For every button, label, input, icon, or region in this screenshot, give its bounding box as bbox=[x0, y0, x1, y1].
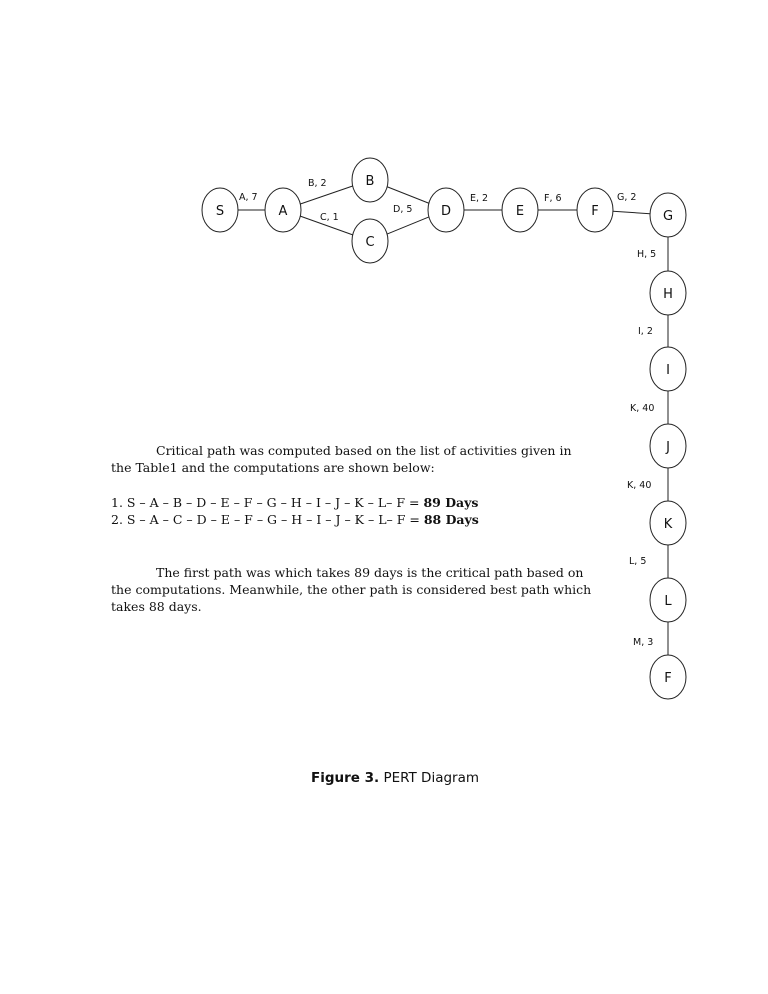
node-c bbox=[352, 219, 388, 263]
edge-f1-g bbox=[613, 211, 650, 214]
node-b-label: B bbox=[365, 174, 375, 189]
node-f2 bbox=[650, 655, 686, 699]
edge-b-d bbox=[387, 187, 429, 203]
path-1 bbox=[111, 494, 478, 511]
node-l bbox=[650, 578, 686, 622]
node-e bbox=[502, 188, 538, 232]
path-2-sequence: 2. S – A – C – D – E – F – G – H – I – J – K – L– F = bbox=[111, 512, 424, 527]
edge-label-a-b: B, 2 bbox=[308, 178, 327, 189]
edge-label-e-f1: F, 6 bbox=[544, 193, 562, 204]
edge-label-i-j: K, 40 bbox=[630, 403, 655, 414]
paragraph-critical-path-conclusion: The first path was which takes 89 days is the critical path based on the computations. Meanwhile, the other path is considered best path which takes 88 days. bbox=[111, 565, 592, 614]
edge-label-g-h: H, 5 bbox=[637, 249, 657, 260]
node-c-label: C bbox=[365, 235, 375, 250]
node-k bbox=[650, 501, 686, 545]
node-e-label: E bbox=[515, 204, 525, 219]
node-f1-label: F bbox=[591, 204, 599, 219]
node-d bbox=[428, 188, 464, 232]
node-i-label: I bbox=[666, 363, 670, 378]
path-2-total: 88 Days bbox=[423, 512, 479, 527]
figure-caption-title: PERT Diagram bbox=[379, 770, 480, 786]
figure-caption-label: Figure 3. bbox=[310, 770, 380, 786]
node-s-label: S bbox=[215, 204, 225, 219]
edge-label-h-i: I, 2 bbox=[638, 326, 653, 337]
edge-label-j-k: K, 40 bbox=[627, 480, 652, 491]
edge-label-b-d: D, 5 bbox=[393, 204, 413, 215]
figure-caption bbox=[0, 770, 768, 786]
node-j-label: J bbox=[666, 440, 670, 455]
edge-label-d-e: E, 2 bbox=[470, 193, 489, 204]
node-f2-label: F bbox=[664, 671, 672, 686]
node-g-label: G bbox=[662, 209, 674, 224]
node-b bbox=[352, 158, 388, 202]
node-g bbox=[650, 193, 686, 237]
edge-label-l-f2: M, 3 bbox=[633, 637, 654, 648]
node-k-label: K bbox=[663, 517, 673, 532]
path-2 bbox=[111, 511, 479, 528]
edge-label-a-c: C, 1 bbox=[320, 212, 339, 223]
paragraph-critical-path-intro: Critical path was computed based on the list of activities given in the Table1 and the computations are shown below: bbox=[111, 443, 572, 475]
node-a bbox=[265, 188, 301, 232]
node-i bbox=[650, 347, 686, 391]
node-j bbox=[650, 424, 686, 468]
node-a-label: A bbox=[278, 204, 288, 219]
edge-label-k-l: L, 5 bbox=[629, 556, 647, 567]
node-f1 bbox=[577, 188, 613, 232]
node-s bbox=[202, 188, 238, 232]
node-h-label: H bbox=[663, 287, 673, 302]
node-h bbox=[650, 271, 686, 315]
path-1-sequence: 1. S – A – B – D – E – F – G – H – I – J – K – L– F = bbox=[111, 495, 424, 510]
edge-c-d bbox=[387, 217, 429, 234]
node-d-label: D bbox=[440, 204, 452, 219]
path-1-total: 89 Days bbox=[423, 495, 479, 510]
edge-label-f1-g: G, 2 bbox=[617, 192, 637, 203]
edge-label-s-a: A, 7 bbox=[239, 192, 258, 203]
node-l-label: L bbox=[664, 594, 672, 609]
